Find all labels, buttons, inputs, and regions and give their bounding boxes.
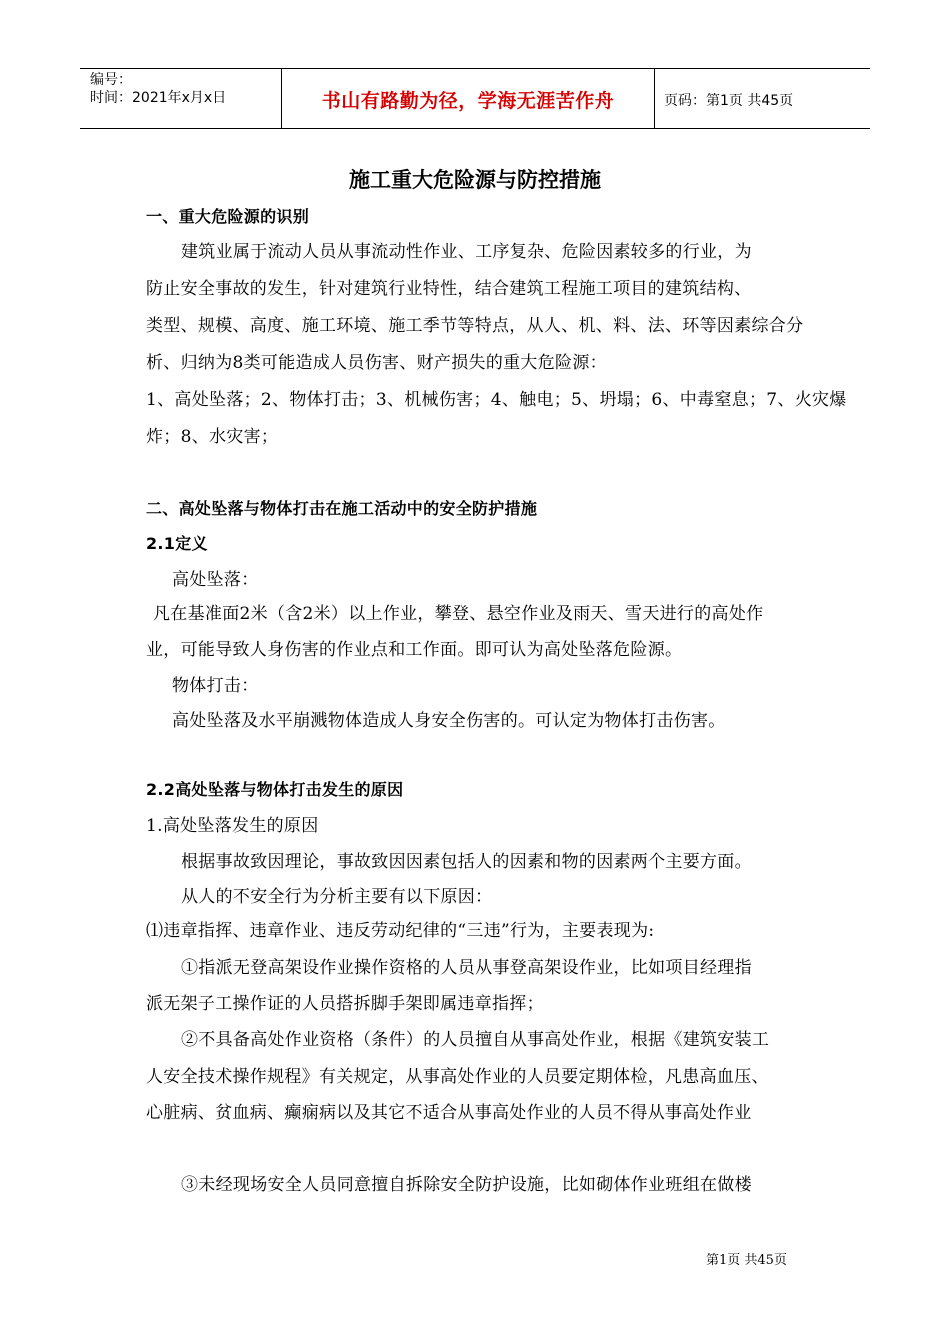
- paragraph-line: 物体打击：: [172, 676, 259, 696]
- paragraph-line: 高处坠落及水平崩溅物体造成人身安全伤害的。可认定为物体打击伤害。: [172, 711, 726, 731]
- header-info-cell: [80, 69, 282, 128]
- paragraph-line: ⑴违章指挥、违章作业、违反劳动纪律的“三违”行为，主要表现为:: [146, 921, 655, 941]
- paragraph-line: 防止安全事故的发生，针对建筑行业特性，结合建筑工程施工项目的建筑结构、: [146, 279, 752, 299]
- page-footer: 第1页 共45页: [706, 1253, 787, 1268]
- subsection-heading: 2.1定义: [146, 534, 208, 553]
- paragraph-line: 高处坠落：: [172, 570, 259, 590]
- header-table: [80, 68, 870, 129]
- paragraph-line: 析、归纳为8类可能造成人员伤害、财产损失的重大危险源：: [146, 353, 607, 373]
- motto: 书山有路勤为径，学海无涯苦作舟: [321, 90, 615, 112]
- document-number-label: 编号：: [90, 72, 132, 88]
- paragraph-line: ③未经现场安全人员同意擅自拆除安全防护设施，比如砌体作业班组在做楼: [181, 1175, 752, 1195]
- paragraph-line: 凡在基准面2米（含2米）以上作业，攀登、悬空作业及雨天、雪天进行的高处作: [153, 604, 764, 624]
- subsection-heading: 2.2高处坠落与物体打击发生的原因: [146, 780, 404, 799]
- paragraph-line: 炸；8、水灾害；: [146, 427, 279, 447]
- paragraph-line: 从人的不安全行为分析主要有以下原因：: [181, 887, 493, 907]
- document-title: 施工重大危险源与防控措施: [349, 168, 601, 192]
- header-motto-cell: [282, 69, 655, 128]
- paragraph-line: 1.高处坠落发生的原因: [146, 816, 319, 836]
- paragraph-line: 心脏病、贫血病、癫痫病以及其它不适合从事高处作业的人员不得从事高处作业: [146, 1103, 752, 1123]
- paragraph-line: 业，可能导致人身伤害的作业点和工作面。即可认为高处坠落危险源。: [146, 640, 683, 660]
- paragraph-line: 根据事故致因理论，事故致因因素包括人的因素和物的因素两个主要方面。: [181, 852, 752, 872]
- header-page-cell: [655, 69, 870, 128]
- paragraph-line: 人安全技术操作规程》有关规定，从事高处作业的人员要定期体检，凡患高血压、: [146, 1067, 769, 1087]
- paragraph-line: 建筑业属于流动人员从事流动性作业、工序复杂、危险因素较多的行业，为: [181, 242, 752, 262]
- paragraph-line: 派无架子工操作证的人员搭拆脚手架即属违章指挥；: [146, 994, 544, 1014]
- document-time-label: 时间：2021年x月x日: [90, 90, 227, 106]
- paragraph-line: ①指派无登高架设作业操作资格的人员从事登高架设作业，比如项目经理指: [181, 958, 752, 978]
- section-heading-2: 二、高处坠落与物体打击在施工活动中的安全防护措施: [146, 499, 538, 518]
- section-heading-1: 一、重大危险源的识别: [146, 207, 310, 226]
- paragraph-line: 1、高处坠落；2、物体打击；3、机械伤害；4、触电；5、坍塌；6、中毒窒息；7、火灾爆: [146, 390, 847, 410]
- paragraph-line: ②不具备高处作业资格（条件）的人员擅自从事高处作业，根据《建筑安装工: [181, 1030, 770, 1050]
- paragraph-line: 类型、规模、高度、施工环境、施工季节等特点，从人、机、料、法、环等因素综合分: [146, 316, 804, 336]
- page-code: 页码：第1页 共45页: [664, 93, 794, 109]
